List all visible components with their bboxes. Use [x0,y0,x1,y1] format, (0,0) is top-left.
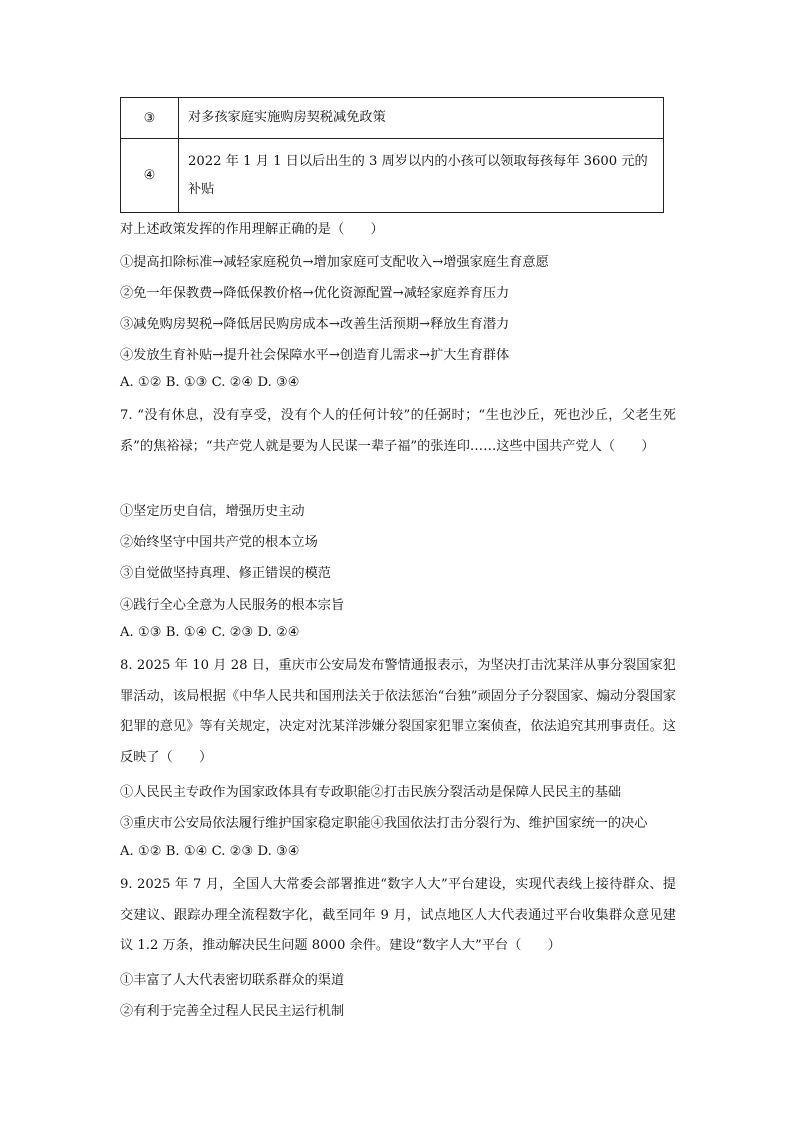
table-row [121,98,664,139]
q8-option-line-2: ③重庆市公安局依法履行维护国家稳定职能④我国依法打击分裂行为、维护国家统一的决心 [120,816,648,831]
q7-answers: A. ①③ B. ①④ C. ②③ D. ②④ [120,625,300,640]
q7-stem: 7. “没有休息，没有享受，没有个人的任何计较”的任弼时；“生也沙丘，死也沙丘，父老生死系”的焦裕禄；“共产党人就是要为人民谋一辈子福”的张连印……这些中国共产党人（ ） [120,408,676,454]
q8-stem: 8. 2025 年 10 月 28 日，重庆市公安局发布警情通报表示，为坚决打击沈某洋从事分裂国家犯罪活动，该局根据《中华人民共和国刑法关于依法惩治“台独”顽固分子分裂国家、煽动分裂国家犯罪的意见》等有关规定，决定对沈某洋涉嫌分裂国家犯罪立案侦查，依法追究其刑事责任。这反映了（ ） [120,658,676,765]
q7-option-2: ②始终坚守中国共产党的根本立场 [120,535,318,550]
table-row [121,139,664,213]
q6-option-3: ③减免购房契税→降低居民购房成本→改善生活预期→释放生育潜力 [120,317,510,332]
q6-option-1: ①提高扣除标准→减轻家庭税负→增加家庭可支配收入→增强家庭生育意愿 [120,255,549,270]
q6-option-4: ④发放生育补贴→提升社会保障水平→创造育儿需求→扩大生育群体 [120,348,510,363]
q9-option-2: ②有利于完善全过程人民民主运行机制 [120,1004,345,1019]
q6-stem: 对上述政策发挥的作用理解正确的是（ ） [120,222,384,237]
q7-option-4: ④践行全心全意为人民服务的根本宗旨 [120,598,345,613]
q7-option-3: ③自觉做坚持真理、修正错误的模范 [120,566,331,581]
row-text: 对多孩家庭实施购房契税减免政策 [179,98,664,139]
policy-table [120,97,664,213]
row-number: ③ [121,98,179,139]
q9-option-1: ①丰富了人大代表密切联系群众的渠道 [120,973,345,988]
q9-stem: 9. 2025 年 7 月，全国人大常委会部署推进“数字人大”平台建设，实现代表线上接待群众、提交建议、跟踪办理全流程数字化，截至同年 9 月，试点地区人大代表通过平台收集群众意见建议 1.2 万条，推动解决民生问题 8000 余件。建设“数字人大”平台（ ） [120,877,676,953]
row-number: ④ [121,139,179,213]
row-text: 2022 年 1 月 1 日以后出生的 3 周岁以内的小孩可以领取每孩每年 3600 元的补贴 [179,139,664,213]
q7-option-1: ①坚定历史自信，增强历史主动 [120,504,305,519]
q6-answers: A. ①② B. ①③ C. ②④ D. ③④ [120,375,300,390]
q6-option-2: ②免一年保教费→降低保教价格→优化资源配置→减轻家庭养育压力 [120,286,510,301]
q8-option-line-1: ①人民民主专政作为国家政体具有专政职能②打击民族分裂活动是保障人民民主的基础 [120,785,622,800]
q8-answers: A. ①② B. ①④ C. ②③ D. ③④ [120,844,300,859]
